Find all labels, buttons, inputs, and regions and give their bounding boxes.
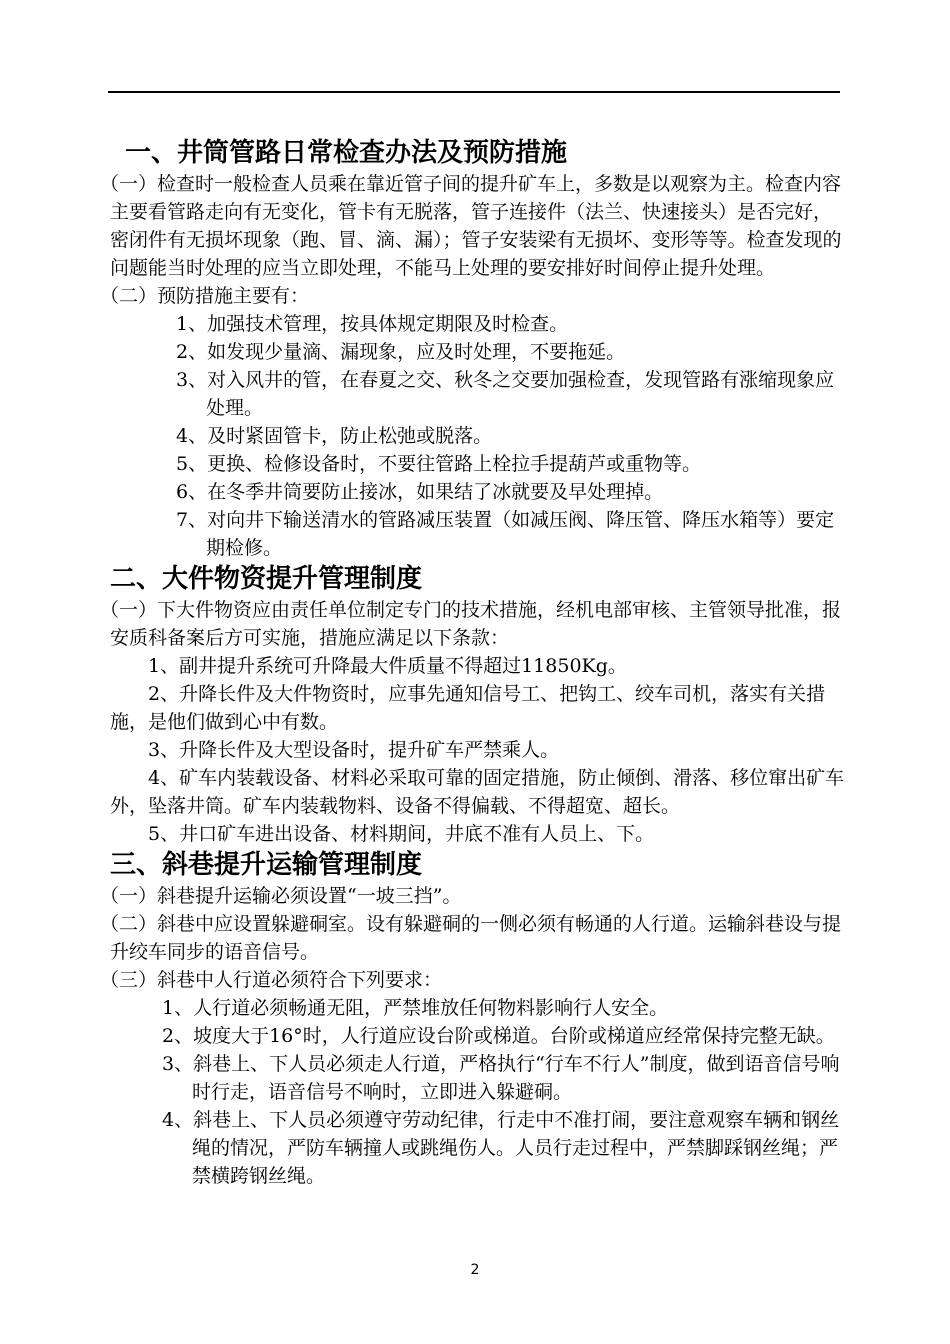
section-1-paragraph-2: （二）预防措施主要有： — [100, 285, 310, 307]
section-2-item-2: 2、升降长件及大件物资时，应事先通知信号工、把钩工、绞车司机，落实有关措施，是他们做到心中有数。 — [110, 683, 826, 733]
section-1-paragraph-1: （一）检查时一般检查人员乘在靠近管子间的提升矿车上，多数是以观察为主。检查内容主要看管路走向有无变化，管卡有无脱落，管子连接件（法兰、快速接头）是否完好，密闭件有无损坏现象（跑、冒、滴、漏）；管子安装梁有无损坏、变形等等。检查发现的问题能当时处理的应当立即处理，不能马上处理的要安排好时间停止提升处理。 — [100, 173, 842, 279]
document-body — [100, 136, 845, 1190]
section-3-paragraph-3: （三）斜巷中人行道必须符合下列要求： — [100, 969, 443, 991]
section-2-item-1: 1、副井提升系统可升降最大件质量不得超过11850Kg。 — [148, 655, 627, 677]
section-1-item-7: 7、对向井下输送清水的管路减压装置（如减压阀、降压管、降压水箱等）要定期检修。 — [176, 509, 835, 559]
section-2-item-5: 5、井口矿车进出设备、材料期间，井底不准有人员上、下。 — [148, 823, 655, 845]
section-3-paragraph-1: （一）斜巷提升运输必须设置“一坡三挡”。 — [100, 885, 462, 907]
section-3-item-4: 4、斜巷上、下人员必须遵守劳动纪律，行走中不准打闹，要注意观察车辆和钢丝绳的情况，严防车辆撞人或跳绳伤人。人员行走过程中，严禁脚踩钢丝绳；严禁横跨钢丝绳。 — [162, 1109, 840, 1187]
section-3-paragraph-2: （二）斜巷中应设置躲避硐室。设有躲避硐的一侧必须有畅通的人行道。运输斜巷设与提升绞车同步的语音信号。 — [100, 913, 842, 963]
section-1-title: 一、井筒管路日常检查办法及预防措施 — [125, 138, 568, 168]
page-number: 2 — [470, 1262, 480, 1278]
header-rule — [108, 91, 840, 93]
section-3-item-2: 2、坡度大于16°时，人行道应设台阶或梯道。台阶或梯道应经常保持完整无缺。 — [162, 1025, 835, 1047]
section-2-paragraph-1: （一）下大件物资应由责任单位制定专门的技术措施，经机电部审核、主管领导批准，报安质科备案后方可实施，措施应满足以下条款： — [100, 599, 842, 649]
section-1-item-4: 4、及时紧固管卡，防止松弛或脱落。 — [176, 425, 493, 447]
section-1-item-1: 1、加强技术管理，按具体规定期限及时检查。 — [176, 313, 569, 335]
section-3-title: 三、斜巷提升运输管理制度 — [110, 850, 423, 880]
section-1-item-5: 5、更换、检修设备时，不要往管路上栓拉手提葫芦或重物等。 — [176, 453, 702, 475]
section-1-item-6: 6、在冬季井筒要防止接冰，如果结了冰就要及早处理掉。 — [176, 481, 664, 503]
section-3-item-1: 1、人行道必须畅通无阻，严禁堆放任何物料影响行人安全。 — [162, 997, 669, 1019]
section-1-item-2: 2、如发现少量滴、漏现象，应及时处理，不要拖延。 — [176, 341, 626, 363]
section-3-item-3: 3、斜巷上、下人员必须走人行道，严格执行“行车不行人”制度，做到语音信号响时行走，语音信号不响时，立即进入躲避硐。 — [162, 1053, 840, 1103]
section-1-item-3: 3、对入风井的管，在春夏之交、秋冬之交要加强检查，发现管路有涨缩现象应处理。 — [176, 369, 835, 419]
section-2-title: 二、大件物资提升管理制度 — [110, 564, 423, 594]
section-2-item-4: 4、矿车内装载设备、材料必采取可靠的固定措施，防止倾倒、滑落、移位窜出矿车外，坠落井筒。矿车内装载物料、设备不得偏载、不得超宽、超长。 — [110, 767, 845, 817]
section-2-item-3: 3、升降长件及大型设备时，提升矿车严禁乘人。 — [148, 739, 560, 761]
